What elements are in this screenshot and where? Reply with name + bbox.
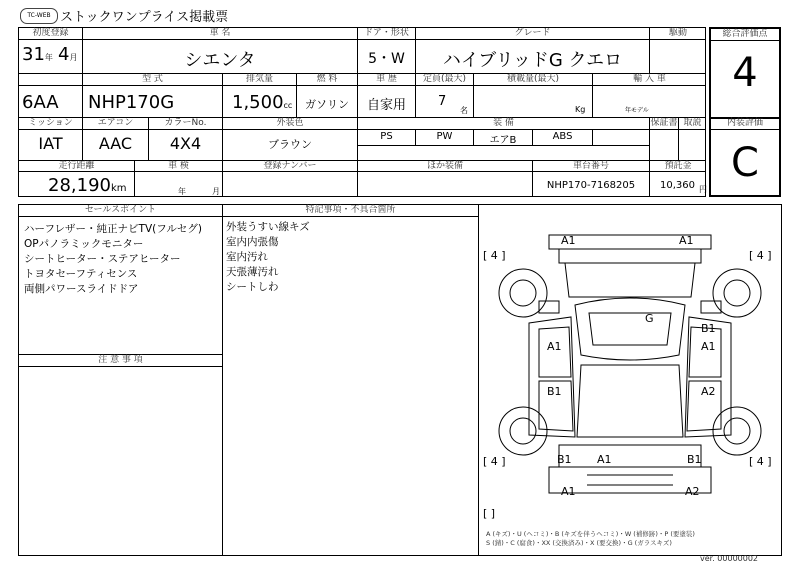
list-item: 天張薄汚れ <box>226 266 279 278</box>
equip-ps: PS <box>380 131 393 142</box>
grade-value: ハイブリッドG クエロ <box>442 50 623 71</box>
other-equip-label: ほか装備 <box>426 161 463 171</box>
tire-label-br: [ 4 ] <box>749 455 772 468</box>
mark-right-a1: A1 <box>701 340 716 353</box>
interior-score-value: C <box>731 140 759 186</box>
estimate-label: 預託金 <box>664 161 692 171</box>
logo: TC-WEB <box>20 8 58 24</box>
history-value: 自家用 <box>366 98 406 113</box>
model-prefix-value: 6AA <box>22 92 59 113</box>
color-no-value: 4X4 <box>169 134 202 153</box>
sales-points-label: セールスポイント <box>84 205 157 215</box>
insp-year-unit: 年 <box>178 187 186 196</box>
tire-rear-right <box>713 407 761 455</box>
list-item: シートしわ <box>226 281 279 293</box>
equip-airbag: エアB <box>489 135 517 146</box>
interior-score-label: 内装評価 <box>726 118 763 128</box>
model-label: 型 式 <box>142 74 163 84</box>
capacity-value: 7 <box>438 94 447 109</box>
manual-label: 取説 <box>683 118 702 128</box>
list-item: 室内汚れ <box>226 251 268 263</box>
notes-label: 注 意 事 項 <box>98 355 143 365</box>
overall-score-value: 4 <box>732 50 758 96</box>
empty-bracket: [ ] <box>483 507 496 520</box>
warranty-label: 保証書 <box>650 118 678 128</box>
page-title: ストックワンプライス掲載票 <box>60 10 229 25</box>
mark-left-b1: B1 <box>547 385 562 398</box>
mark-left-a1: A1 <box>547 340 562 353</box>
sales-points-list <box>24 222 202 297</box>
door-type-label: ドア・形状 <box>364 28 409 38</box>
first-reg-label: 初度登録 <box>32 28 69 38</box>
mission-value: IAT <box>38 134 63 153</box>
version-label: ver. 00000002 <box>700 554 759 563</box>
rear-hatch <box>577 365 683 437</box>
list-item: トヨタセーフティセンス <box>24 268 138 280</box>
estimate-unit: 円 <box>699 185 707 194</box>
list-item: 外装うすい線キズ <box>226 221 310 233</box>
damage-legend: A (キズ)・U (ヘコミ)・B (キズを伴うヘコミ)・W (補修跡)・P (要塗装) S (錆)・C (腐食)・XX (交換済み)・X (要交換)・G (ガラスキズ) <box>486 530 695 547</box>
load-label: 積載量(最大) <box>506 74 560 84</box>
fuel-label: 燃 料 <box>316 74 338 84</box>
inspection-label: 車 検 <box>168 161 189 171</box>
first-reg-value: 31年 4月 <box>22 44 78 65</box>
import-label: 輸 入 車 <box>633 74 666 84</box>
list-item: OPパノラミックモニター <box>24 238 144 250</box>
capacity-label: 定員(最大) <box>422 74 467 84</box>
aircon-label: エアコン <box>97 118 134 128</box>
import-unit: 年モデル <box>625 107 649 114</box>
list-item: シートヒーター・ステアヒーター <box>24 253 181 265</box>
list-item: 両側パワースライドドア <box>24 283 139 295</box>
model-value: NHP170G <box>88 92 175 113</box>
mark-rear-a1: A1 <box>597 453 612 466</box>
mark-front-a1b: A1 <box>679 234 694 247</box>
car-damage-diagram <box>479 205 781 555</box>
insp-month-unit: 月 <box>212 187 220 196</box>
aircon-value: AAC <box>98 134 133 153</box>
grade-label: グレード <box>514 28 551 38</box>
equip-abs: ABS <box>552 131 573 142</box>
history-label: 車 歴 <box>376 74 397 84</box>
overall-score-label: 総合評価点 <box>722 29 768 39</box>
chassis-label: 車台番号 <box>572 161 609 171</box>
fuel-value: ガソリン <box>305 98 349 111</box>
tire-front-left <box>499 269 547 317</box>
list-item: ハーフレザー・純正ナビTV(フルセグ) <box>24 223 202 235</box>
capacity-unit: 名 <box>460 106 468 115</box>
displacement-value: 1,500cc <box>232 92 293 113</box>
color-no-label: カラーNo. <box>164 118 207 128</box>
estimate-value: 10,360 <box>660 180 695 191</box>
load-unit: Kg <box>575 105 586 114</box>
exterior-color-value: ブラウン <box>268 138 312 151</box>
list-item: 室内内張傷 <box>226 236 279 248</box>
car-name-value: シエンタ <box>184 50 256 71</box>
chassis-value: NHP170-7168205 <box>546 180 636 191</box>
tire-front-right <box>713 269 761 317</box>
plate-label: 登録ナンバー <box>263 161 317 171</box>
mark-rear-a1b: A1 <box>561 485 576 498</box>
displacement-label: 排気量 <box>245 74 273 84</box>
exterior-color-label: 外装色 <box>276 118 304 128</box>
door-type-value: 5・W <box>368 51 405 67</box>
equipment-label: 装 備 <box>493 118 514 128</box>
rear-bumper <box>559 445 701 467</box>
drive-label: 駆動 <box>668 28 687 38</box>
mark-roof-g: G <box>645 312 654 325</box>
mark-rear-a2: A2 <box>685 485 700 498</box>
mission-label: ミッション <box>28 118 73 128</box>
tire-label-tl: [ 4 ] <box>483 249 506 262</box>
mark-rear-b1b: B1 <box>687 453 702 466</box>
mileage-value: 28,190km <box>48 175 127 196</box>
hood <box>565 263 695 297</box>
equip-pw: PW <box>436 131 453 142</box>
mark-right-b1: B1 <box>701 322 716 335</box>
special-notes-label: 特記事項・不具合箇所 <box>305 205 396 215</box>
tire-rear-left <box>499 407 547 455</box>
mileage-label: 走行距離 <box>58 161 95 171</box>
mark-front-a1: A1 <box>561 234 576 247</box>
tire-label-bl: [ 4 ] <box>483 455 506 468</box>
car-name-label: 車 名 <box>209 28 231 38</box>
mark-right-a2: A2 <box>701 385 716 398</box>
special-notes-list <box>226 220 310 295</box>
tire-label-tr: [ 4 ] <box>749 249 772 262</box>
mark-rear-b1: B1 <box>557 453 572 466</box>
